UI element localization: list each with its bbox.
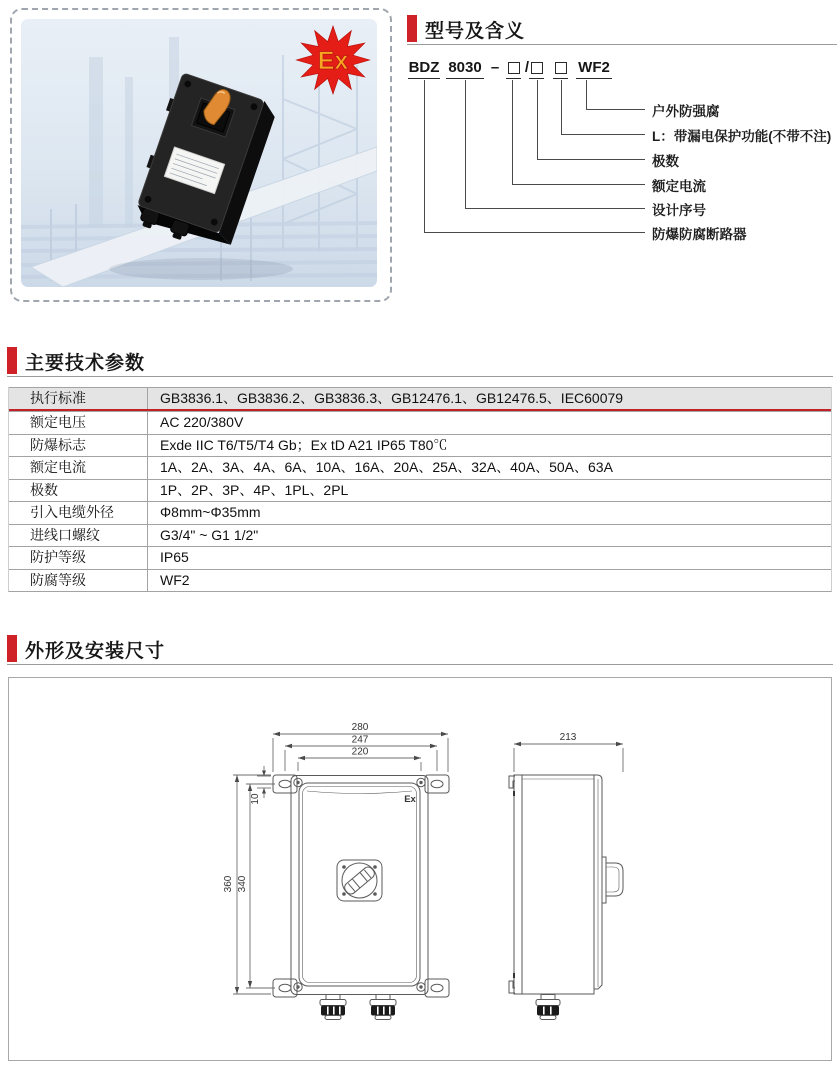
ex-badge-text: Ex (317, 47, 349, 75)
row-label: 引入电缆外径 (9, 502, 148, 524)
params-section-header (7, 346, 833, 377)
table-row (9, 501, 831, 524)
callout-rated-current: 额定电流 (652, 179, 706, 194)
callout-design-serial: 设计序号 (652, 203, 706, 218)
dimension-drawing-box (8, 677, 832, 1061)
callout-line (424, 80, 425, 232)
row-value: 1A、2A、3A、4A、6A、10A、16A、20A、25A、32A、40A、50A、63A (160, 459, 613, 475)
dim-width-holes: 247 (351, 734, 369, 746)
switch-front (337, 860, 382, 901)
red-accent-bar (7, 347, 17, 374)
table-row (9, 569, 831, 592)
dim-height-outer: 360 (223, 875, 234, 893)
model-section (400, 0, 840, 335)
callout-line (465, 80, 466, 208)
model-box-rated-current (506, 60, 521, 79)
callout-poles: 极数 (652, 154, 679, 169)
table-row (9, 387, 831, 411)
dimensions-section-header (7, 634, 833, 665)
placeholder-box-icon (531, 62, 543, 74)
callout-line (424, 232, 645, 233)
row-value: Φ8mm~Φ35mm (160, 504, 261, 520)
row-value: WF2 (160, 571, 190, 588)
product-shadow (109, 258, 293, 280)
table-row (9, 411, 831, 434)
row-label: 执行标准 (9, 388, 148, 409)
table-row (9, 524, 831, 547)
dim-width-body: 220 (351, 746, 369, 758)
placeholder-box-icon (555, 62, 567, 74)
dimension-drawing (9, 678, 831, 1060)
model-design-no: 8030 (446, 60, 484, 79)
product-photo (21, 19, 377, 287)
front-cable-glands (320, 995, 396, 1020)
callout-outdoor-corrosion: 户外防强腐 (652, 104, 720, 119)
table-row (9, 546, 831, 569)
params-section-title: 主要技术参数 (25, 353, 146, 374)
dim-depth: 213 (559, 732, 577, 743)
model-prefix: BDZ (408, 60, 440, 79)
callout-line (512, 184, 645, 185)
model-dash: – (490, 59, 500, 76)
callout-line (537, 80, 538, 159)
row-value: IP65 (160, 549, 189, 565)
row-value: AC 220/380V (160, 414, 244, 430)
dimension-texts (223, 722, 577, 892)
dim-width-outer: 280 (351, 722, 369, 733)
model-suffix: WF2 (576, 60, 612, 79)
drawing-ex-mark: Ex (404, 794, 416, 805)
red-accent-bar (407, 15, 417, 42)
row-value: Exde IIC T6/T5/T4 Gb；Ex tD A21 IP65 T80℃ (160, 436, 448, 453)
table-row (9, 479, 831, 502)
callout-line (512, 80, 513, 184)
front-view (273, 775, 449, 1020)
callout-line (586, 109, 645, 110)
model-box-poles (529, 60, 544, 79)
dim-height-holes: 340 (237, 875, 248, 893)
params-table (8, 387, 832, 592)
callout-leakage-protection: L：带漏电保护功能(不带不注) (652, 129, 832, 144)
callout-line (465, 208, 645, 209)
table-row (9, 434, 831, 457)
row-label: 进线口螺纹 (9, 525, 148, 547)
row-label: 防爆标志 (9, 435, 148, 457)
row-label: 防腐等级 (9, 570, 148, 592)
callout-line (586, 80, 587, 109)
row-label: 额定电流 (9, 457, 148, 479)
placeholder-box-icon (508, 62, 520, 74)
dim-top-offset: 10 (250, 793, 261, 805)
row-value: 1P、2P、3P、4P、1PL、2PL (160, 481, 349, 498)
side-view (509, 775, 623, 1020)
model-section-header (407, 14, 837, 45)
callout-line (537, 159, 646, 160)
table-row (9, 456, 831, 479)
row-label: 防护等级 (9, 547, 148, 569)
row-value: GB3836.1、GB3836.2、GB3836.3、GB12476.1、GB12476.5、IEC60079 (160, 390, 624, 406)
callout-line (561, 80, 562, 134)
row-label: 极数 (9, 480, 148, 502)
row-label: 额定电压 (9, 412, 148, 434)
callout-breaker-name: 防爆防腐断路器 (652, 227, 747, 242)
callout-line (561, 134, 646, 135)
model-box-leakage (553, 60, 568, 79)
product-photo-frame (10, 8, 392, 302)
model-slash: / (524, 59, 530, 76)
red-accent-bar (7, 635, 17, 662)
model-section-title: 型号及含义 (425, 21, 526, 42)
dimensions-section-title: 外形及安装尺寸 (25, 641, 166, 662)
row-value: G3/4" ~ G1 1/2" (160, 526, 259, 543)
